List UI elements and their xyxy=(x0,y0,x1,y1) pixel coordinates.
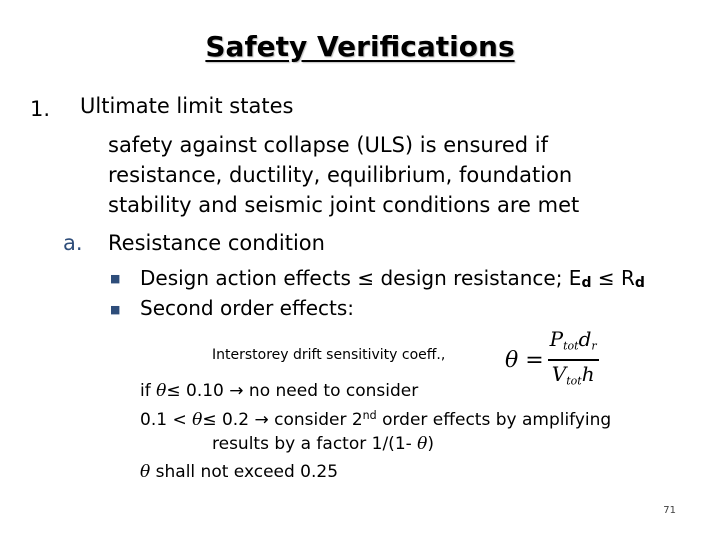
condition-line-3: results by a factor 1/(1- θ) xyxy=(212,434,435,454)
formula-lhs: θ = xyxy=(505,347,544,373)
sub-item-a-label: Resistance condition xyxy=(108,231,325,255)
sub-item-a-letter: a. xyxy=(63,231,83,255)
condition-line-1: if θ≤ 0.10 → no need to consider xyxy=(140,381,419,401)
slide-title: Safety Verifications xyxy=(205,30,515,63)
drift-formula xyxy=(505,328,599,392)
fraction-bar xyxy=(548,359,599,361)
page-number: 71 xyxy=(663,505,676,516)
item-1-number: 1. xyxy=(30,97,51,121)
drift-label: Interstorey drift sensitivity coeff., xyxy=(212,347,446,363)
formula-numerator: Ptotdr xyxy=(549,327,597,353)
condition-line-4: θ shall not exceed 0.25 xyxy=(140,462,339,482)
bullet-1-marker: ■ xyxy=(110,272,121,285)
item-1-desc-line-2: resistance, ductility, equilibrium, foundation xyxy=(108,163,573,187)
bullet-2-text: Second order effects: xyxy=(140,296,355,320)
formula-denominator: Vtoth xyxy=(551,361,595,388)
item-1-desc-line-1: safety against collapse (ULS) is ensured if xyxy=(108,133,549,157)
item-1-desc-line-3: stability and seismic joint conditions are met xyxy=(108,193,580,217)
bullet-1-text: Design action effects ≤ design resistance; Ed ≤ Rd xyxy=(140,266,645,292)
bullet-2-marker: ■ xyxy=(110,303,121,316)
formula-fraction xyxy=(548,328,599,392)
condition-line-2: 0.1 < θ≤ 0.2 → consider 2nd order effects by amplifying xyxy=(140,409,612,431)
item-1-heading: Ultimate limit states xyxy=(80,94,294,118)
